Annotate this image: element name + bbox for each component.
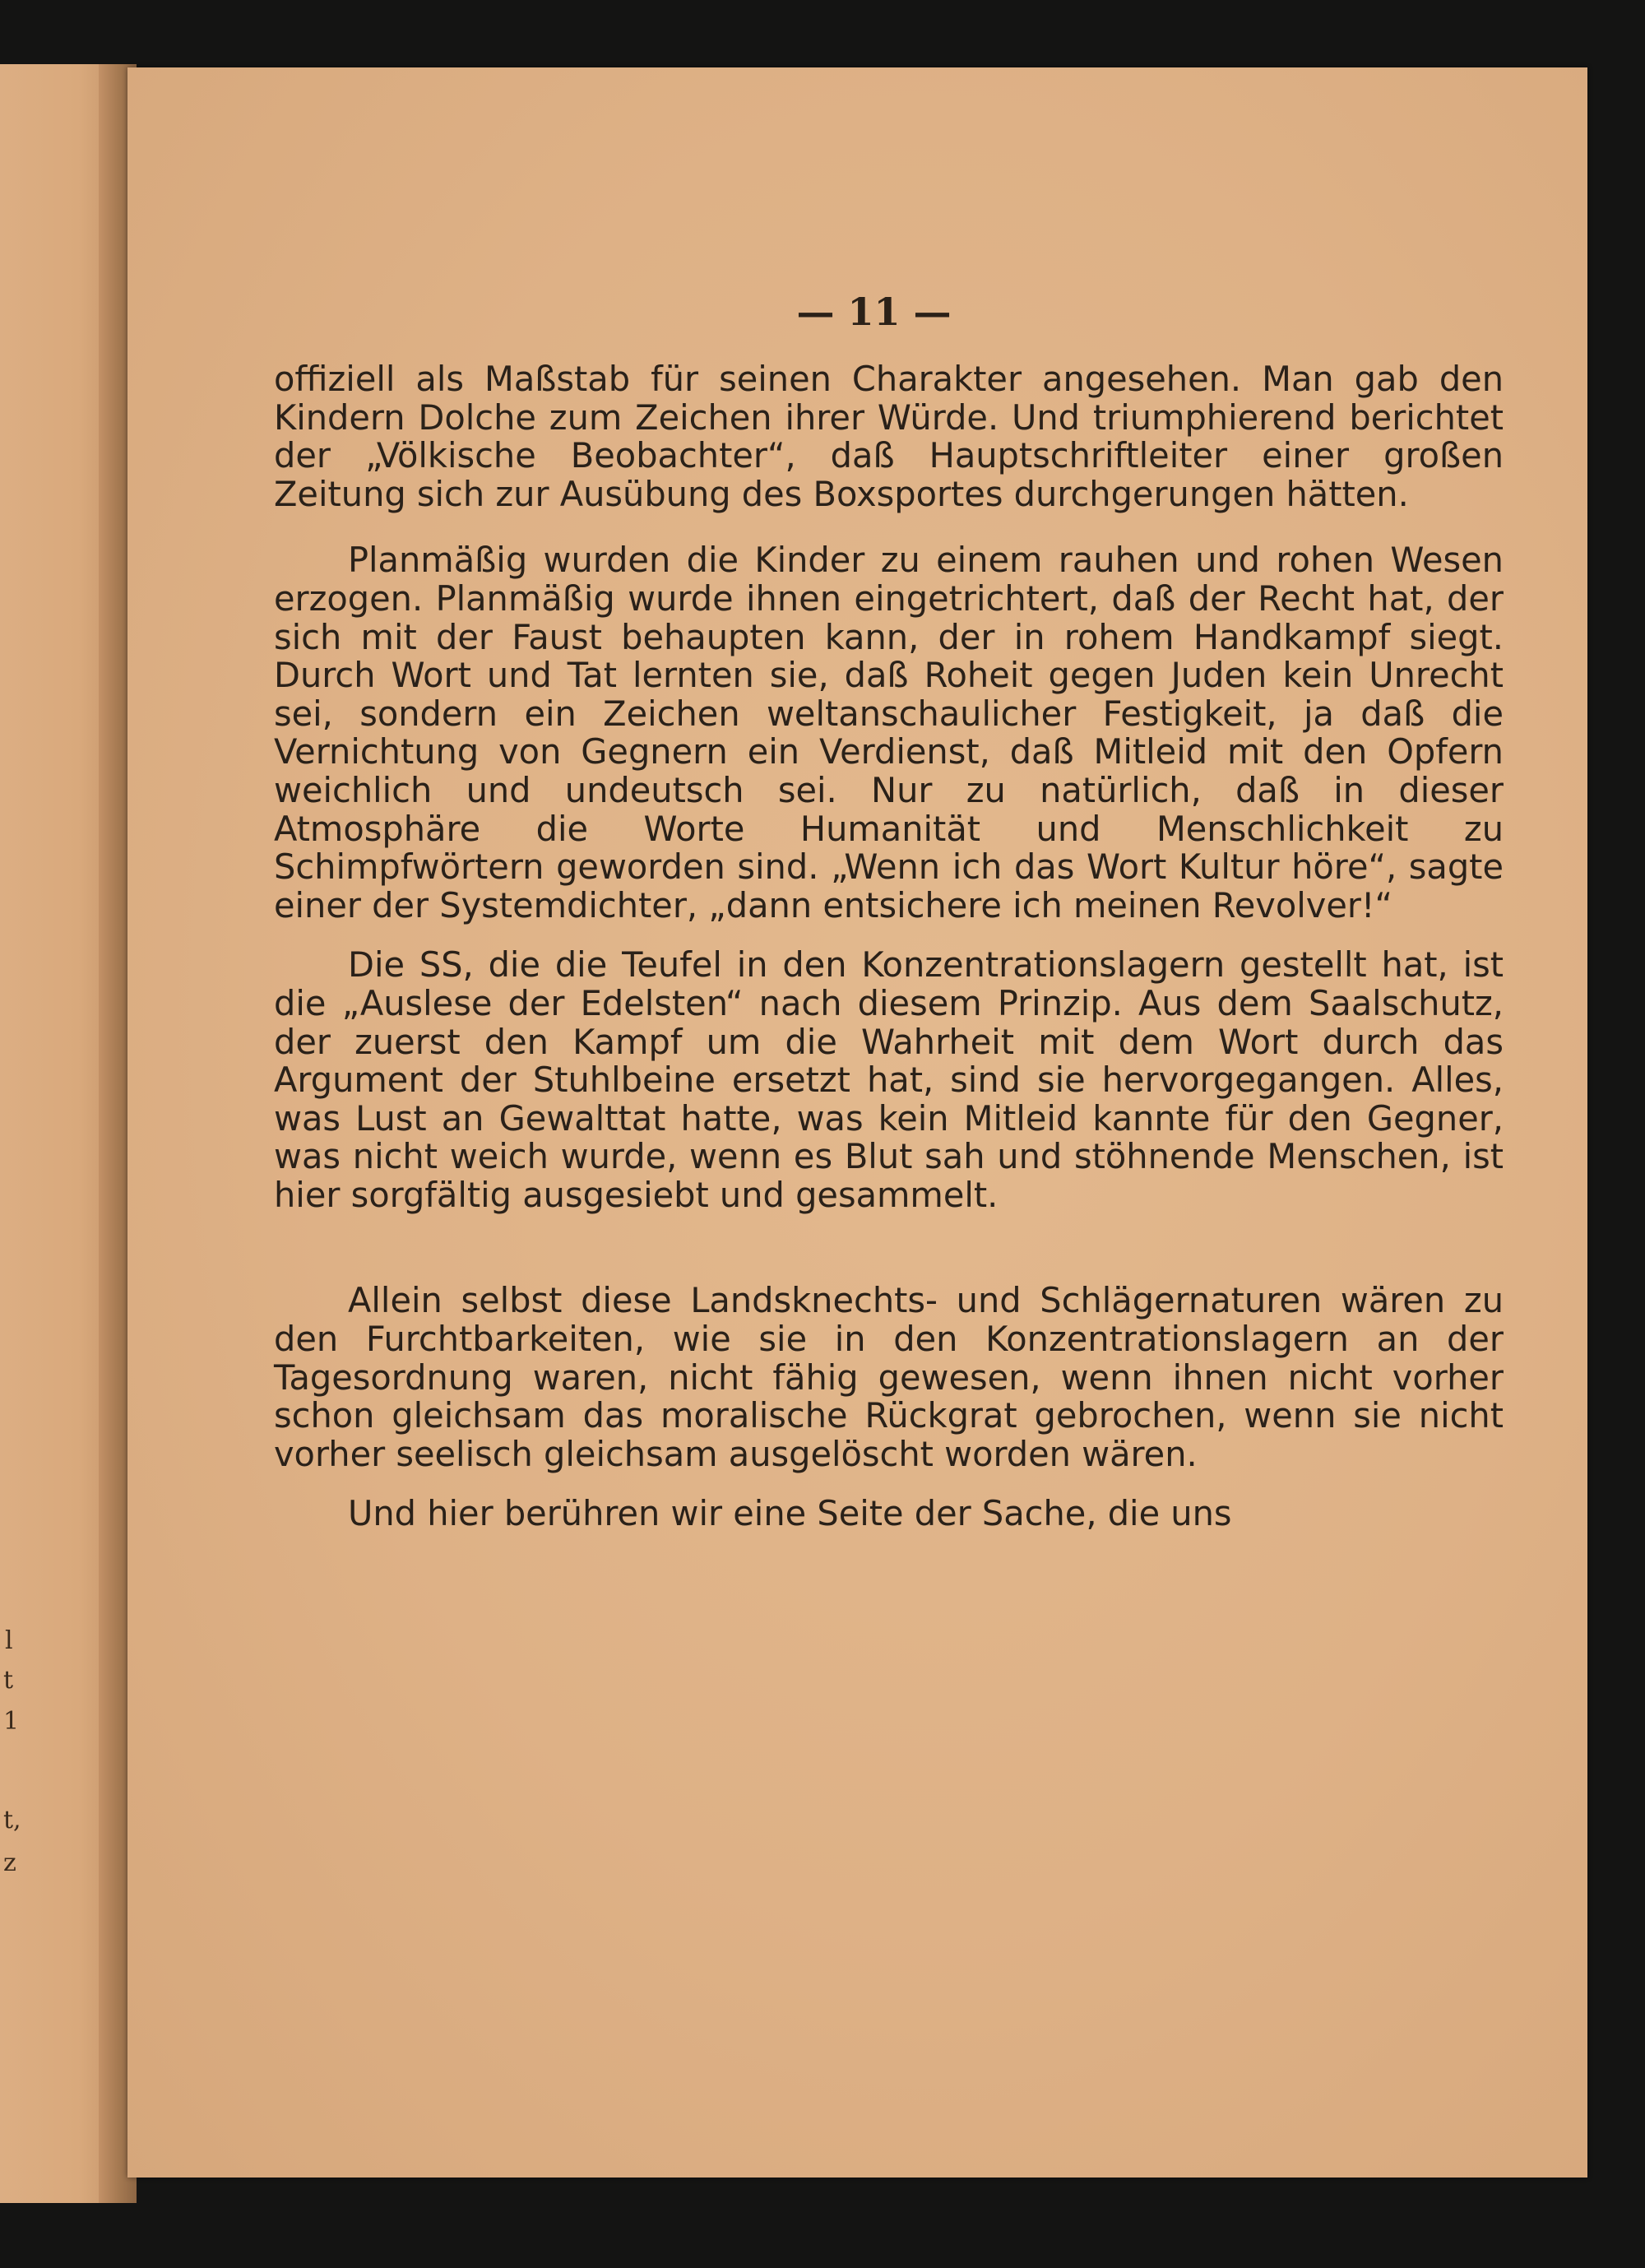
left-margin-fragment: t, [3, 1806, 21, 1834]
paragraph-1: offiziell als Maßstab für seinen Charakter angesehen. Man gab den Kindern Dolche zum Zeichen ihrer Würde. Und triumphierend berichtet der „Völkische Beobachter“, daß Hauptschriftleiter einer großen Zeitung sich zur Ausübung des Boxsportes durchgerungen hätten. [274, 359, 1504, 514]
left-margin-fragment: 1 [3, 1707, 20, 1736]
page-number: — 11 — [796, 290, 952, 334]
left-margin-fragment: z [3, 1848, 16, 1877]
body-text [274, 360, 1504, 1533]
left-margin-fragment: t [3, 1666, 14, 1695]
paragraph-5: Und hier berühren wir eine Seite der Sache, die uns [348, 1493, 1232, 1534]
paragraph-3: Die SS, die die Teufel in den Konzentrationslagern gestellt hat, ist die „Auslese der Edelsten“ nach diesem Prinzip. Aus dem Saalschutz, der zuerst den Kampf um die Wahrheit mit dem Wort durch das Argument der Stuhlbeine ersetzt hat, sind sie hervorgegangen. Alles, was Lust an Gewalttat hatte, was kein Mitleid kannte für den Gegner, was nicht weich wurde, wenn es Blut sah und stöhnende Menschen, ist hier sorgfältig ausgesiebt und gesammelt. [274, 944, 1504, 1215]
paragraph-2: Planmäßig wurden die Kinder zu einem rauhen und rohen Wesen erzogen. Planmäßig wurde ihnen eingetrichtert, daß der Recht hat, der sich mit der Faust behaupten kann, der in rohem Handkampf siegt. Durch Wort und Tat lernten sie, daß Roheit gegen Juden kein Unrecht sei, sondern ein Zeichen weltanschaulicher Festigkeit, ja daß die Vernichtung von Gegnern ein Verdienst, daß Mitleid mit den Opfern weichlich und undeutsch sei. Nur zu natürlich, daß in dieser Atmosphäre die Worte Humanität und Menschlichkeit zu Schimpfwörtern geworden sind. „Wenn ich das Wort Kultur höre“, sagte einer der Systemdichter, „dann entsichere ich meinen Revolver!“ [274, 540, 1504, 925]
book-page [127, 67, 1587, 2178]
paragraph-4: Allein selbst diese Landsknechts- und Schlägernaturen wären zu den Furchtbarkeiten, wie sie in den Konzentrationslagern an der Tagesordnung waren, nicht fähig gewesen, wenn ihnen nicht vorher schon gleichsam das moralische Rückgrat gebrochen, wenn sie nicht vorher seelisch gleichsam ausgelöscht worden wären. [274, 1280, 1504, 1474]
left-margin-fragment: l [5, 1626, 13, 1655]
